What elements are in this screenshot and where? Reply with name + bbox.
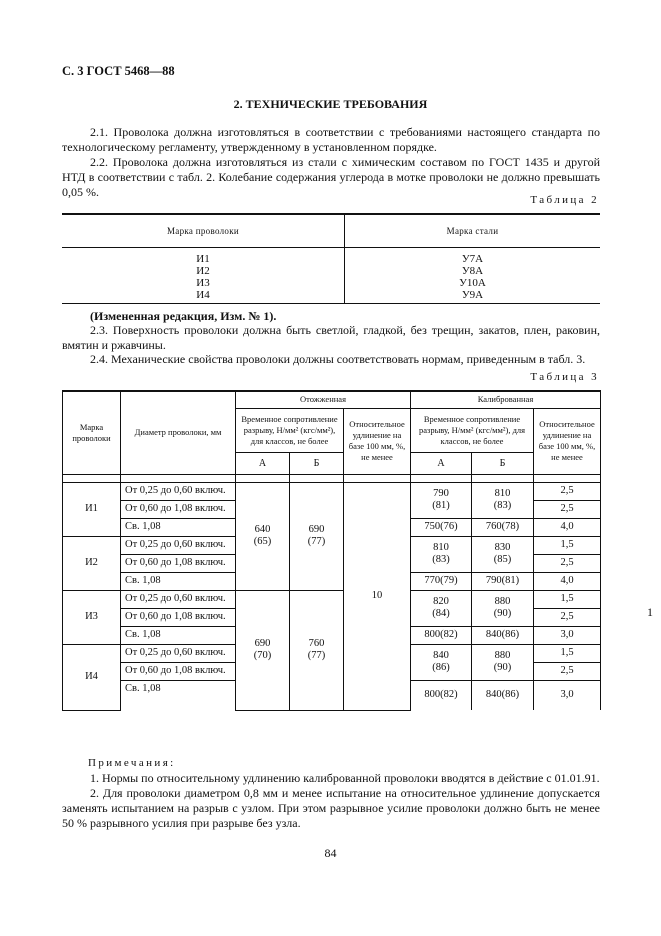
note-1: 1. Нормы по относительному удлинению калиброванной проволоки вводятся в действие с 01.01.91. [90,771,600,785]
value-sub: (84) [432,608,450,619]
steel-grade-table [62,213,600,304]
calibrated-b-i2-over: 790(81) [472,572,534,590]
calibrated-a-i3 [411,590,472,626]
calibrated-a-i3-over: 800(82) [411,626,472,644]
calibrated-b-i1-over: 760(78) [472,518,534,536]
elongation-cell: 2,5 [534,500,601,518]
value-sub: (77) [307,536,326,547]
value: 810 [494,488,511,499]
value-sub: (90) [493,662,512,673]
elongation-cell: 4,0 [534,518,601,536]
table-row [62,248,600,266]
elongation-cell: 2,5 [534,554,601,572]
value: 760 [308,638,325,649]
elongation-cell: 4,0 [534,572,601,590]
grade-i4: И4 [63,644,121,710]
diameter-cell: От 0,25 до 0,60 включ. [121,590,236,608]
elongation-cell: 2,5 [534,482,601,500]
table-cell: У10А [459,277,486,289]
diameter-cell: От 0,25 до 0,60 включ. [121,482,236,500]
diameter-cell: Св. 1,08 [121,680,236,710]
table-cell: У8А [461,265,484,277]
diameter-cell: От 0,60 до 1,08 включ. [121,500,236,518]
header-strength-calibrated: Временное сопротивление разрыву, Н/мм² (кгс/мм²), для классов, не более [411,408,534,452]
header-grade: Марка проволоки [63,391,121,474]
calibrated-a-i4 [411,644,472,680]
document-header: С. 3 ГОСТ 5468—88 [62,64,175,78]
header-class-b: Б [472,452,534,474]
table-row [62,289,600,304]
calibrated-a-i1-over: 750(76) [411,518,472,536]
value: 880 [494,596,511,607]
table-cell: И3 [62,277,345,289]
header-elongation-annealed: Относительное удлинение на базе 100 мм, %, не менее [344,408,411,474]
table-cell: И2 [62,265,345,277]
calibrated-b-i1 [472,482,534,518]
calibrated-b-i4 [472,644,534,680]
calibrated-b-i3 [472,590,534,626]
value-sub: (65) [253,536,272,547]
diameter-cell: От 0,25 до 0,60 включ. [121,536,236,554]
paragraph-2-4: 2.4. Механические свойства проволоки должны соответствовать нормам, приведенным в табл. 3. [90,352,586,366]
header-calibrated: Калиброванная [411,391,601,408]
value: 840 [433,650,449,661]
header-elongation-calibrated: Относительное удлинение на базе 100 мм, %, не менее [534,408,601,474]
value: 830 [494,542,511,553]
paragraph-2-1: 2.1. Проволока должна изготовляться в соответствии с требованиями настоящего стандарта по технологическому регламенту, утвержденному в установленном порядке. [62,125,600,154]
notes-title: Примечания: [88,757,176,769]
diameter-cell: Св. 1,08 [121,518,236,536]
diameter-cell: Св. 1,08 [121,572,236,590]
note-2: 2. Для проволоки диаметром 0,8 мм и менее испытание на относительное удлинение допускается заменять испытанием на разрыв с узлом. При этом разрывное усилие проволоки должно быть не менее 50 % разрывного усилия при разрыве без узла. [62,786,600,830]
value-sub: (83) [432,554,450,565]
elongation-cell: 1,5 [534,536,601,554]
annealed-b-group1 [290,482,344,590]
calibrated-a-i2 [411,536,472,572]
calibrated-b-i3-over: 840(86) [472,626,534,644]
value-sub: (70) [253,650,272,661]
diameter-cell: От 0,25 до 0,60 включ. [121,644,236,662]
grade-i2: И2 [63,536,121,590]
table3-caption: Таблица 3 [530,371,599,383]
table2-header-steel-grade: Марка стали [345,214,601,248]
value: 690 [308,524,325,535]
table-cell: У7А [461,253,484,265]
table2-caption: Таблица 2 [530,194,599,206]
annealed-elongation: 10 [344,482,411,710]
paragraph-2-2: 2.2. Проволока должна изготовляться из стали с химическим составом по ГОСТ 1435 и другой НТД в соответствии с табл. 2. Колебание содержания углерода в мотке проволоки не должно превышать 0,05 %. [62,155,600,199]
diameter-cell: От 0,60 до 1,08 включ. [121,608,236,626]
annealed-b-group2 [290,590,344,710]
value: 810 [433,542,449,553]
mechanical-properties-table [62,390,601,711]
elongation-cell: 3,0 [534,626,601,644]
diameter-cell: От 0,60 до 1,08 включ. [121,662,236,680]
header-strength-annealed: Временное сопротивление разрыву, Н/мм² (кгс/мм²), для классов, не более [236,408,344,452]
table-cell: У9А [345,289,601,304]
diameter-cell: От 0,60 до 1,08 включ. [121,554,236,572]
annealed-a-group2 [236,590,290,710]
value-sub: (77) [307,650,326,661]
calibrated-a-i2-over: 770(79) [411,572,472,590]
value-sub: (86) [432,662,450,673]
value: 880 [494,650,511,661]
value: 790 [433,488,449,499]
revision-note: (Измененная редакция, Изм. № 1). [90,309,277,323]
grade-i3: И3 [63,590,121,644]
table-row [63,482,601,500]
section-title: 2. ТЕХНИЧЕСКИЕ ТРЕБОВАНИЯ [233,97,428,111]
table2-header-wire-grade: Марка проволоки [62,214,345,248]
table-cell: И1 [62,248,345,266]
value: 820 [433,596,449,607]
table-row [62,265,600,277]
calibrated-b-i2 [472,536,534,572]
header-annealed: Отожженная [236,391,411,408]
value: 640 [254,524,271,535]
value-sub: (81) [432,500,450,511]
margin-mark: 1 [647,605,653,619]
header-diameter: Диаметр проволоки, мм [121,391,236,474]
value-sub: (85) [493,554,512,565]
header-class-a: А [411,452,472,474]
elongation-cell: 2,5 [534,662,601,680]
paragraph-2-3: 2.3. Поверхность проволоки должна быть светлой, гладкой, без трещин, закатов, плен, раковин, вмятин и ржавчины. [62,323,600,352]
page-number: 84 [324,846,337,860]
table-row [62,277,600,289]
elongation-cell: 1,5 [534,644,601,662]
table-row [63,590,601,608]
calibrated-a-i1 [411,482,472,518]
elongation-cell: 2,5 [534,608,601,626]
diameter-cell: Св. 1,08 [121,626,236,644]
calibrated-a-i4-over: 800(82) [411,680,472,710]
header-class-b: Б [290,452,344,474]
value-sub: (83) [493,500,512,511]
calibrated-b-i4-over: 840(86) [472,680,534,710]
value: 690 [254,638,271,649]
elongation-cell: 3,0 [534,680,601,710]
value-sub: (90) [493,608,512,619]
annealed-a-group1 [236,482,290,590]
elongation-cell: 1,5 [534,590,601,608]
header-class-a: А [236,452,290,474]
table-cell: И4 [62,289,345,304]
grade-i1: И1 [63,482,121,536]
